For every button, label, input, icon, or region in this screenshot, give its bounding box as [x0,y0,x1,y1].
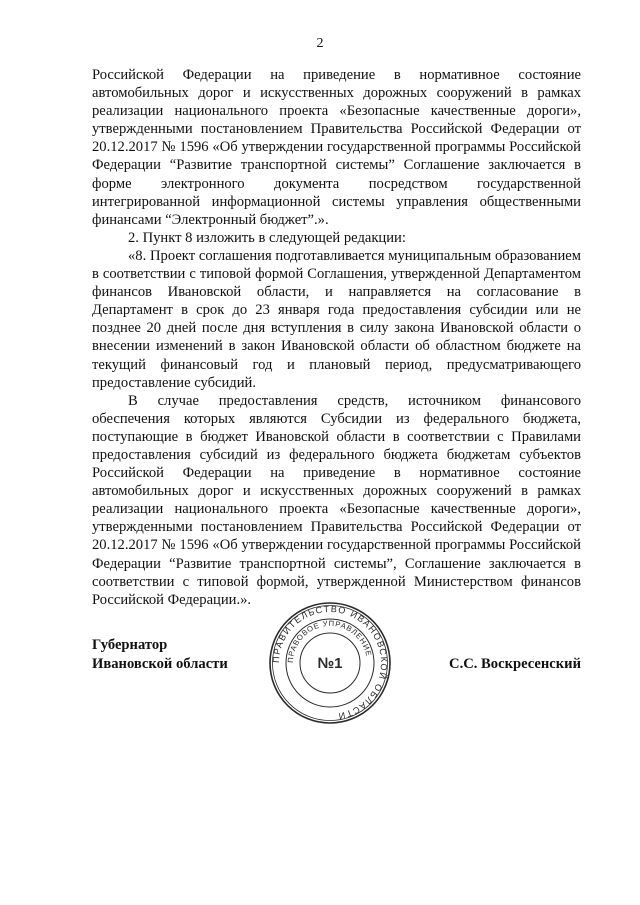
signatory-name: С.С. Воскресенский [449,656,581,672]
document-body [92,66,581,609]
paragraph-continuation: Российской Федерации на приведение в нормативное состояние автомобильных дорог и искусственных дорожных сооружений в рамках реализации национального проекта «Безопасные качественные дороги», утвержденными постановлением Правительства Российской Федерации от 20.12.2017 № 1596 «Об утверждении государственной программы Российской Федерации “Развитие транспортной системы” Соглашение заключается в форме электронного документа посредством государственной интегрированной информационной системы управления общественными финансами “Электронный бюджет”.». [92,67,581,228]
seal-outer-text: ПРАВИТЕЛЬСТВО ИВАНОВСКОЙ ОБЛАСТИ [270,603,390,722]
page-number: 2 [316,36,324,51]
paragraph-item-2: 2. Пункт 8 изложить в следующей редакции: [128,229,406,246]
signatory-position-line2: Ивановской области [92,656,228,672]
paragraph-item-8: «8. Проект соглашения подготавливается муниципальным образованием в соответствии с типовой формой Соглашения, утвержденной Департаментом финансов Ивановской области, и направляется на согласование в Департамент в срок до 23 января года предоставления субсидии или не позднее 20 дней после дня вступления в силу закона Ивановской области о внесении изменений в закон Ивановской области об областном бюджете на текущий финансовый год и плановый период, предусматривающего предоставление субсидий. [92,247,581,391]
official-seal-icon [267,600,393,726]
signature-block [92,603,581,746]
seal-center-text: №1 [317,655,343,672]
paragraph-federal-subsidies: В случае предоставления средств, источником финансового обеспечения которых являются Субсидии из федерального бюджета, поступающие в бюджет Ивановской области в соответствии с Правилами предоставления субсидий из федерального бюджета бюджетам субъектов Российской Федерации на приведение в нормативное состояние автомобильных дорог и искусственных дорожных сооружений в рамках реализации национального проекта «Безопасные качественные дороги», утвержденными постановлением Правительства Российской Федерации от 20.12.2017 № 1596 «Об утверждении государственной программы Российской Федерации “Развитие транспортной системы”, Соглашение заключается в соответствии с типовой формой, утвержденной Министерством финансов Российской Федерации.». [92,392,581,608]
signatory-position [92,636,228,674]
seal-inner-text: ПРАВОВОЕ УПРАВЛЕНИЕ [285,618,374,664]
signatory-position-line1: Губернатор [92,637,168,653]
